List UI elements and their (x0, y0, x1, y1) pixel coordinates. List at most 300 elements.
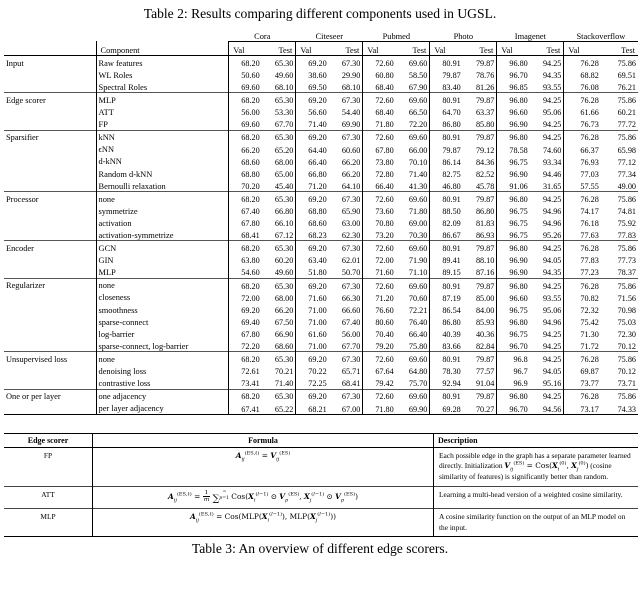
metric-cell: 96.70 (497, 402, 532, 415)
component-cell: per layer adjacency (96, 402, 229, 415)
metric-cell: 69.60 (398, 130, 430, 143)
table-row-fp (4, 447, 638, 486)
metric-cell: 68.20 (229, 352, 264, 365)
metric-cell: 71.56 (617, 293, 636, 303)
metric-cell: 80.91 (430, 278, 465, 291)
metric-cell: 93.55 (542, 293, 562, 303)
metric-cell: 79.87 (465, 241, 497, 254)
metric-cell: 95.26 (542, 231, 562, 241)
metric-cell: 77.73 (617, 256, 636, 266)
metric-cell: 75.86 (603, 352, 638, 365)
metric-cell: 53.30 (274, 108, 294, 118)
metric-cell: 75.86 (603, 389, 638, 402)
dataset-header-citeseer: Citeseer (296, 29, 363, 42)
metric-cell: 68.80 (229, 167, 264, 179)
metric-cell: 74.81 (617, 207, 636, 216)
metric-cell: 66.80 (296, 167, 331, 179)
component-cell: sparse-connect, log-barrier (96, 339, 229, 352)
metric-cell: 66.20 (274, 305, 294, 315)
table2-body (4, 55, 638, 414)
section-label: One or per layer (4, 389, 96, 402)
metric-cell: 71.10 (408, 268, 428, 278)
metric-cell: 65.30 (264, 130, 296, 143)
metric-cell: 66.40 (363, 179, 398, 192)
metric-cell: 93.55 (542, 83, 562, 93)
metric-cell: 67.30 (331, 278, 363, 291)
metric-cell: 76.28 (564, 55, 603, 68)
metric-cell: 65.22 (264, 402, 296, 415)
metric-cell: 68.60 (229, 155, 264, 167)
table-row (4, 179, 638, 192)
metric-cell: 96.70 (497, 339, 532, 352)
metric-cell: 67.90 (408, 83, 428, 93)
metric-cell: 66.40 (296, 155, 331, 167)
metric-cell: 74.33 (603, 402, 638, 415)
metric-cell: 68.20 (229, 93, 264, 106)
metric-cell: 84.00 (475, 305, 495, 315)
section-label-empty (4, 143, 96, 155)
metric-cell: 72.80 (363, 167, 398, 179)
metric-cell: 73.77 (564, 376, 603, 389)
metric-cell: 77.03 (564, 167, 603, 179)
metric-cell: 70.60 (408, 293, 428, 303)
table-row (4, 253, 638, 265)
component-cell: ATT (96, 105, 229, 117)
table3-header-description: Description (434, 433, 639, 447)
metric-cell: 67.00 (331, 402, 363, 415)
component-cell: log-barrier (96, 327, 229, 339)
metric-cell: 94.96 (542, 317, 562, 327)
metric-cell: 67.50 (274, 317, 294, 327)
metric-cell: 68.41 (229, 228, 264, 241)
metric-cell: 76.21 (617, 83, 636, 93)
table2-dataset-header-row (4, 29, 638, 42)
metric-cell: 56.00 (341, 329, 361, 339)
metric-cell: 71.60 (363, 266, 398, 279)
metric-cell: 96.80 (497, 315, 532, 327)
metric-cell: 80.91 (430, 389, 465, 402)
metric-cell: 65.90 (341, 207, 361, 216)
section-label: Encoder (4, 241, 96, 254)
metric-cell: 72.20 (229, 339, 264, 352)
metric-cell: 70.10 (408, 157, 428, 167)
metric-cell: 86.14 (430, 155, 465, 167)
metric-cell: 68.20 (229, 130, 264, 143)
metric-cell: 80.91 (430, 352, 465, 365)
table-row (4, 315, 638, 327)
metric-header-stackoverflow-val: Val (564, 41, 603, 55)
component-cell: none (96, 192, 229, 205)
table3-cell-description-att: Learning a multi-head version of a weighted cosine similarity. (434, 486, 639, 508)
metric-cell: 75.86 (617, 58, 636, 68)
metric-cell: 86.67 (430, 228, 465, 241)
metric-cell: 65.30 (264, 389, 296, 402)
metric-cell: 60.20 (274, 256, 294, 266)
metric-cell: 69.60 (229, 117, 264, 130)
metric-cell: 70.82 (564, 291, 603, 303)
metric-cell: 68.23 (296, 228, 331, 241)
section-label-empty (4, 179, 96, 192)
metric-cell: 96.80 (497, 55, 532, 68)
table-row (4, 389, 638, 402)
metric-cell: 72.30 (617, 329, 636, 339)
metric-cell: 75.03 (617, 317, 636, 327)
metric-cell: 61.60 (296, 327, 331, 339)
metric-cell: 45.40 (274, 181, 294, 191)
metric-cell: 66.30 (341, 293, 361, 303)
metric-cell: 72.60 (363, 241, 398, 254)
section-label-empty (4, 364, 96, 376)
metric-cell: 68.40 (363, 80, 398, 93)
metric-cell: 68.40 (363, 105, 398, 117)
table-row (4, 80, 638, 93)
metric-cell: 86.80 (430, 315, 465, 327)
table-row (4, 130, 638, 143)
metric-cell: 69.40 (229, 315, 264, 327)
metric-cell: 77.72 (617, 120, 636, 130)
metric-cell: 69.20 (229, 303, 264, 315)
table-row (4, 376, 638, 389)
spacer-component (96, 29, 229, 42)
metric-cell: 69.60 (398, 352, 430, 365)
table-row (4, 105, 638, 117)
metric-cell: 67.70 (341, 342, 361, 352)
section-label-empty (4, 266, 96, 279)
table-row-att (4, 486, 638, 508)
metric-cell: 73.41 (229, 376, 264, 389)
metric-cell: 57.55 (564, 179, 603, 192)
component-cell: GCN (96, 241, 229, 254)
section-label-empty (4, 155, 96, 167)
metric-cell: 96.75 (497, 216, 532, 228)
metric-cell: 65.98 (617, 145, 636, 155)
metric-cell: 76.28 (564, 278, 603, 291)
metric-cell: 67.30 (331, 192, 363, 205)
metric-cell: 70.12 (617, 342, 636, 352)
metric-cell: 70.12 (617, 367, 636, 377)
metric-cell: 85.00 (475, 293, 495, 303)
table3-cell-formula-mlp: $A_{ij}^{(ES,\ell)} = Cos(MLP(X_i^{(l-1)})$, $MLP(X_j^{(l-1)})$) (93, 509, 434, 537)
table-row (4, 402, 638, 415)
table3-head (4, 433, 638, 447)
metric-cell: 65.30 (264, 352, 296, 365)
section-label-empty (4, 291, 96, 303)
metric-cell: 72.60 (363, 352, 398, 365)
metric-cell: 71.90 (408, 256, 428, 266)
metric-cell: 68.20 (229, 241, 264, 254)
table3-cell-edge-scorer-mlp: MLP (4, 509, 93, 537)
metric-cell: 77.34 (617, 169, 636, 179)
metric-cell: 31.65 (542, 181, 562, 191)
metric-cell: 94.25 (532, 130, 564, 143)
metric-cell: 96.80 (497, 192, 532, 205)
metric-header-cora-test: Test (264, 41, 296, 55)
component-cell: contrastive loss (96, 376, 229, 389)
metric-cell: 94.35 (542, 70, 562, 80)
metric-cell: 94.25 (532, 352, 564, 365)
component-cell: smoothness (96, 303, 229, 315)
metric-cell: 68.80 (296, 204, 331, 216)
table2-metric-header-row (4, 41, 638, 55)
metric-cell: 79.42 (363, 376, 398, 389)
metric-cell: 67.80 (229, 216, 264, 228)
metric-cell: 69.60 (408, 58, 428, 68)
table3-header-formula: Formula (93, 433, 434, 447)
metric-cell: 94.25 (532, 192, 564, 205)
metric-cell: 63.40 (296, 253, 331, 265)
metric-cell: 65.20 (274, 145, 294, 155)
table-row (4, 364, 638, 376)
component-cell: none (96, 352, 229, 365)
metric-cell: 75.86 (603, 241, 638, 254)
metric-cell: 54.40 (341, 108, 361, 118)
component-cell: closeness (96, 291, 229, 303)
metric-cell: 72.60 (363, 389, 398, 402)
metric-cell: 96.80 (497, 278, 532, 291)
metric-cell: 75.86 (603, 278, 638, 291)
metric-cell: 76.28 (564, 93, 603, 106)
metric-cell: 67.30 (341, 58, 361, 68)
metric-cell: 72.60 (363, 192, 398, 205)
table-row (4, 241, 638, 254)
metric-cell: 95.06 (542, 305, 562, 315)
metric-header-imagenet-val: Val (497, 41, 532, 55)
metric-cell: 71.80 (408, 207, 428, 216)
metric-cell: 74.60 (542, 145, 562, 155)
metric-cell: 69.20 (296, 389, 331, 402)
table3-cell-formula-att: $A_{ij}^{(ES,\ell)}$ = $\frac{1}{m}$ ∑ $^m$ p=1 $Cos(X_i^{(l-1)}$ ⊙ $V_p^{(ES)}$, $X_j^{(l-1)}$ ⊙ $V_p^{(ES)}$) (93, 486, 434, 508)
metric-cell: 77.63 (564, 228, 603, 241)
metric-cell: 68.20 (229, 278, 264, 291)
component-cell: d-kNN (96, 155, 229, 167)
metric-cell: 75.80 (408, 342, 428, 352)
component-cell: GIN (96, 253, 229, 265)
metric-cell: 80.91 (430, 192, 465, 205)
metric-cell: 66.20 (341, 157, 361, 167)
metric-cell: 94.05 (542, 367, 562, 377)
metric-cell: 68.20 (229, 192, 264, 205)
metric-cell: 40.39 (430, 327, 465, 339)
metric-cell: 73.17 (564, 402, 603, 415)
metric-cell: 61.66 (564, 105, 603, 117)
metric-cell: 87.19 (430, 291, 465, 303)
metric-cell: 68.10 (341, 83, 361, 93)
table3-caption: Table 3: An overview of different edge scorers. (191, 541, 449, 557)
metric-cell: 45.78 (475, 181, 495, 191)
metric-cell: 68.20 (229, 55, 264, 68)
metric-cell: 62.30 (341, 231, 361, 241)
component-cell: Raw features (96, 55, 229, 68)
metric-cell: 50.60 (229, 68, 264, 80)
metric-cell: 66.40 (408, 329, 428, 339)
metric-cell: 62.01 (341, 256, 361, 266)
dataset-header-photo: Photo (430, 29, 497, 42)
metric-header-pubmed-test: Test (398, 41, 430, 55)
metric-cell: 38.60 (296, 68, 331, 80)
metric-header-pubmed-val: Val (363, 41, 398, 55)
component-cell: none (96, 278, 229, 291)
metric-header-citeseer-test: Test (331, 41, 363, 55)
table-row (4, 68, 638, 80)
metric-cell: 94.96 (542, 219, 562, 229)
metric-cell: 80.91 (430, 55, 465, 68)
section-label: Input (6, 58, 24, 68)
section-label-empty (4, 167, 96, 179)
metric-cell: 69.28 (430, 402, 465, 415)
metric-cell: 80.91 (430, 93, 465, 106)
metric-cell: 68.41 (341, 379, 361, 389)
section-column-header (4, 41, 96, 55)
metric-cell: 68.00 (274, 157, 294, 167)
metric-cell: 94.25 (532, 93, 564, 106)
component-cell: denoising loss (96, 364, 229, 376)
metric-cell: 63.80 (229, 253, 264, 265)
metric-cell: 67.40 (341, 317, 361, 327)
metric-cell: 94.56 (532, 402, 564, 415)
metric-cell: 83.40 (430, 80, 465, 93)
table-row (4, 352, 638, 365)
metric-cell: 72.21 (408, 305, 428, 315)
metric-header-photo-val: Val (430, 41, 465, 55)
metric-cell: 65.71 (341, 367, 361, 377)
metric-cell: 86.54 (430, 303, 465, 315)
metric-cell: 84.36 (475, 157, 495, 167)
component-cell: sparse-connect (96, 315, 229, 327)
table3-cell-edge-scorer-att: ATT (4, 486, 93, 508)
metric-cell: 68.60 (274, 342, 294, 352)
metric-header-photo-test: Test (465, 41, 497, 55)
metric-cell: 82.84 (475, 342, 495, 352)
metric-cell: 96.75 (497, 155, 532, 167)
metric-cell: 76.28 (564, 389, 603, 402)
metric-cell: 63.00 (341, 219, 361, 229)
component-cell: ϵNN (96, 143, 229, 155)
metric-cell: 79.87 (465, 278, 497, 291)
metric-cell: 76.60 (363, 303, 398, 315)
metric-cell: 76.93 (564, 155, 603, 167)
metric-header-citeseer-val: Val (296, 41, 331, 55)
metric-cell: 89.15 (430, 266, 465, 279)
metric-cell: 65.30 (274, 58, 294, 68)
table-row (4, 117, 638, 130)
metric-cell: 71.80 (363, 402, 398, 415)
metric-cell: 79.87 (465, 192, 497, 205)
metric-cell: 69.60 (398, 192, 430, 205)
metric-cell: 54.60 (229, 266, 264, 279)
metric-cell: 67.30 (331, 389, 363, 402)
metric-cell: 29.90 (341, 70, 361, 80)
metric-cell: 73.20 (363, 228, 398, 241)
table-row (4, 339, 638, 352)
table-row (4, 192, 638, 205)
metric-cell: 72.61 (229, 364, 264, 376)
metric-cell: 96.8 (497, 352, 532, 365)
table3-cell-description-fp: Each possible edge in the graph has a separate parameter learned directly. Initialization $V_{ij}^{(ES)} = Cos(X_i^{(0)}$, $X_j^{(0)}$) (cosine similarity of features) is significantly better than random. (439, 450, 631, 482)
dataset-header-pubmed: Pubmed (363, 29, 430, 42)
metric-cell: 76.18 (564, 216, 603, 228)
metric-cell: 72.60 (363, 278, 398, 291)
component-cell: MLP (96, 266, 229, 279)
metric-cell: 71.30 (564, 327, 603, 339)
section-label-empty (4, 402, 96, 415)
metric-cell: 85.80 (475, 120, 495, 130)
section-label-empty (4, 228, 96, 241)
table-row (4, 303, 638, 315)
metric-cell: 75.92 (617, 219, 636, 229)
metric-cell: 72.60 (363, 93, 398, 106)
table-row (4, 93, 638, 106)
metric-cell: 77.12 (617, 157, 636, 167)
metric-cell: 41.30 (408, 181, 428, 191)
metric-cell: 94.25 (542, 58, 562, 68)
component-cell: Random d-kNN (96, 167, 229, 179)
component-cell: FP (96, 117, 229, 130)
metric-header-stackoverflow-test: Test (603, 41, 638, 55)
table-row (4, 167, 638, 179)
table3-header-row (4, 433, 638, 447)
table-row (4, 155, 638, 167)
metric-cell: 69.60 (229, 80, 264, 93)
metric-cell: 80.91 (430, 241, 465, 254)
component-cell: Bernoulli relaxation (96, 179, 229, 192)
table-row (4, 278, 638, 291)
table2-caption: Table 2: Results comparing different components used in UGSL. (143, 6, 497, 21)
metric-cell: 81.26 (475, 83, 495, 93)
metric-cell: 71.40 (274, 379, 294, 389)
metric-cell: 86.80 (430, 117, 465, 130)
table3-cell-edge-scorer-fp: FP (43, 450, 53, 460)
metric-cell: 94.25 (542, 329, 562, 339)
metric-cell: 72.00 (363, 253, 398, 265)
metric-cell: 56.60 (296, 105, 331, 117)
metric-cell: 85.93 (475, 317, 495, 327)
metric-cell: 75.42 (564, 315, 603, 327)
metric-cell: 68.20 (229, 389, 264, 402)
metric-cell: 69.00 (408, 219, 428, 229)
metric-cell: 71.00 (296, 339, 331, 352)
dataset-header-cora: Cora (229, 29, 296, 42)
metric-cell: 79.87 (465, 352, 497, 365)
metric-cell: 65.30 (264, 192, 296, 205)
metric-cell: 96.80 (497, 130, 532, 143)
metric-cell: 66.60 (341, 305, 361, 315)
metric-cell: 76.28 (564, 130, 603, 143)
metric-cell: 96.90 (497, 117, 532, 130)
metric-cell: 86.80 (475, 207, 495, 216)
metric-cell: 69.20 (296, 241, 331, 254)
metric-cell: 69.60 (398, 278, 430, 291)
table-row (4, 266, 638, 279)
metric-cell: 65.30 (264, 278, 296, 291)
metric-cell: 50.70 (341, 268, 361, 278)
component-cell: one adjacency (96, 389, 229, 402)
metric-cell: 96.85 (497, 80, 532, 93)
metric-cell: 66.10 (274, 219, 294, 229)
metric-cell: 72.25 (296, 376, 331, 389)
metric-cell: 64.70 (430, 105, 465, 117)
metric-cell: 94.25 (542, 342, 562, 352)
metric-cell: 69.87 (564, 364, 603, 376)
metric-cell: 65.00 (274, 169, 294, 179)
component-cell: Spectral Roles (96, 80, 229, 93)
metric-cell: 96.80 (497, 93, 532, 106)
table2-head (4, 29, 638, 56)
section-label: Processor (4, 192, 96, 205)
section-label-empty (4, 216, 96, 228)
metric-cell: 91.04 (475, 379, 495, 389)
metric-cell: 96.60 (497, 291, 532, 303)
metric-cell: 93.34 (542, 157, 562, 167)
